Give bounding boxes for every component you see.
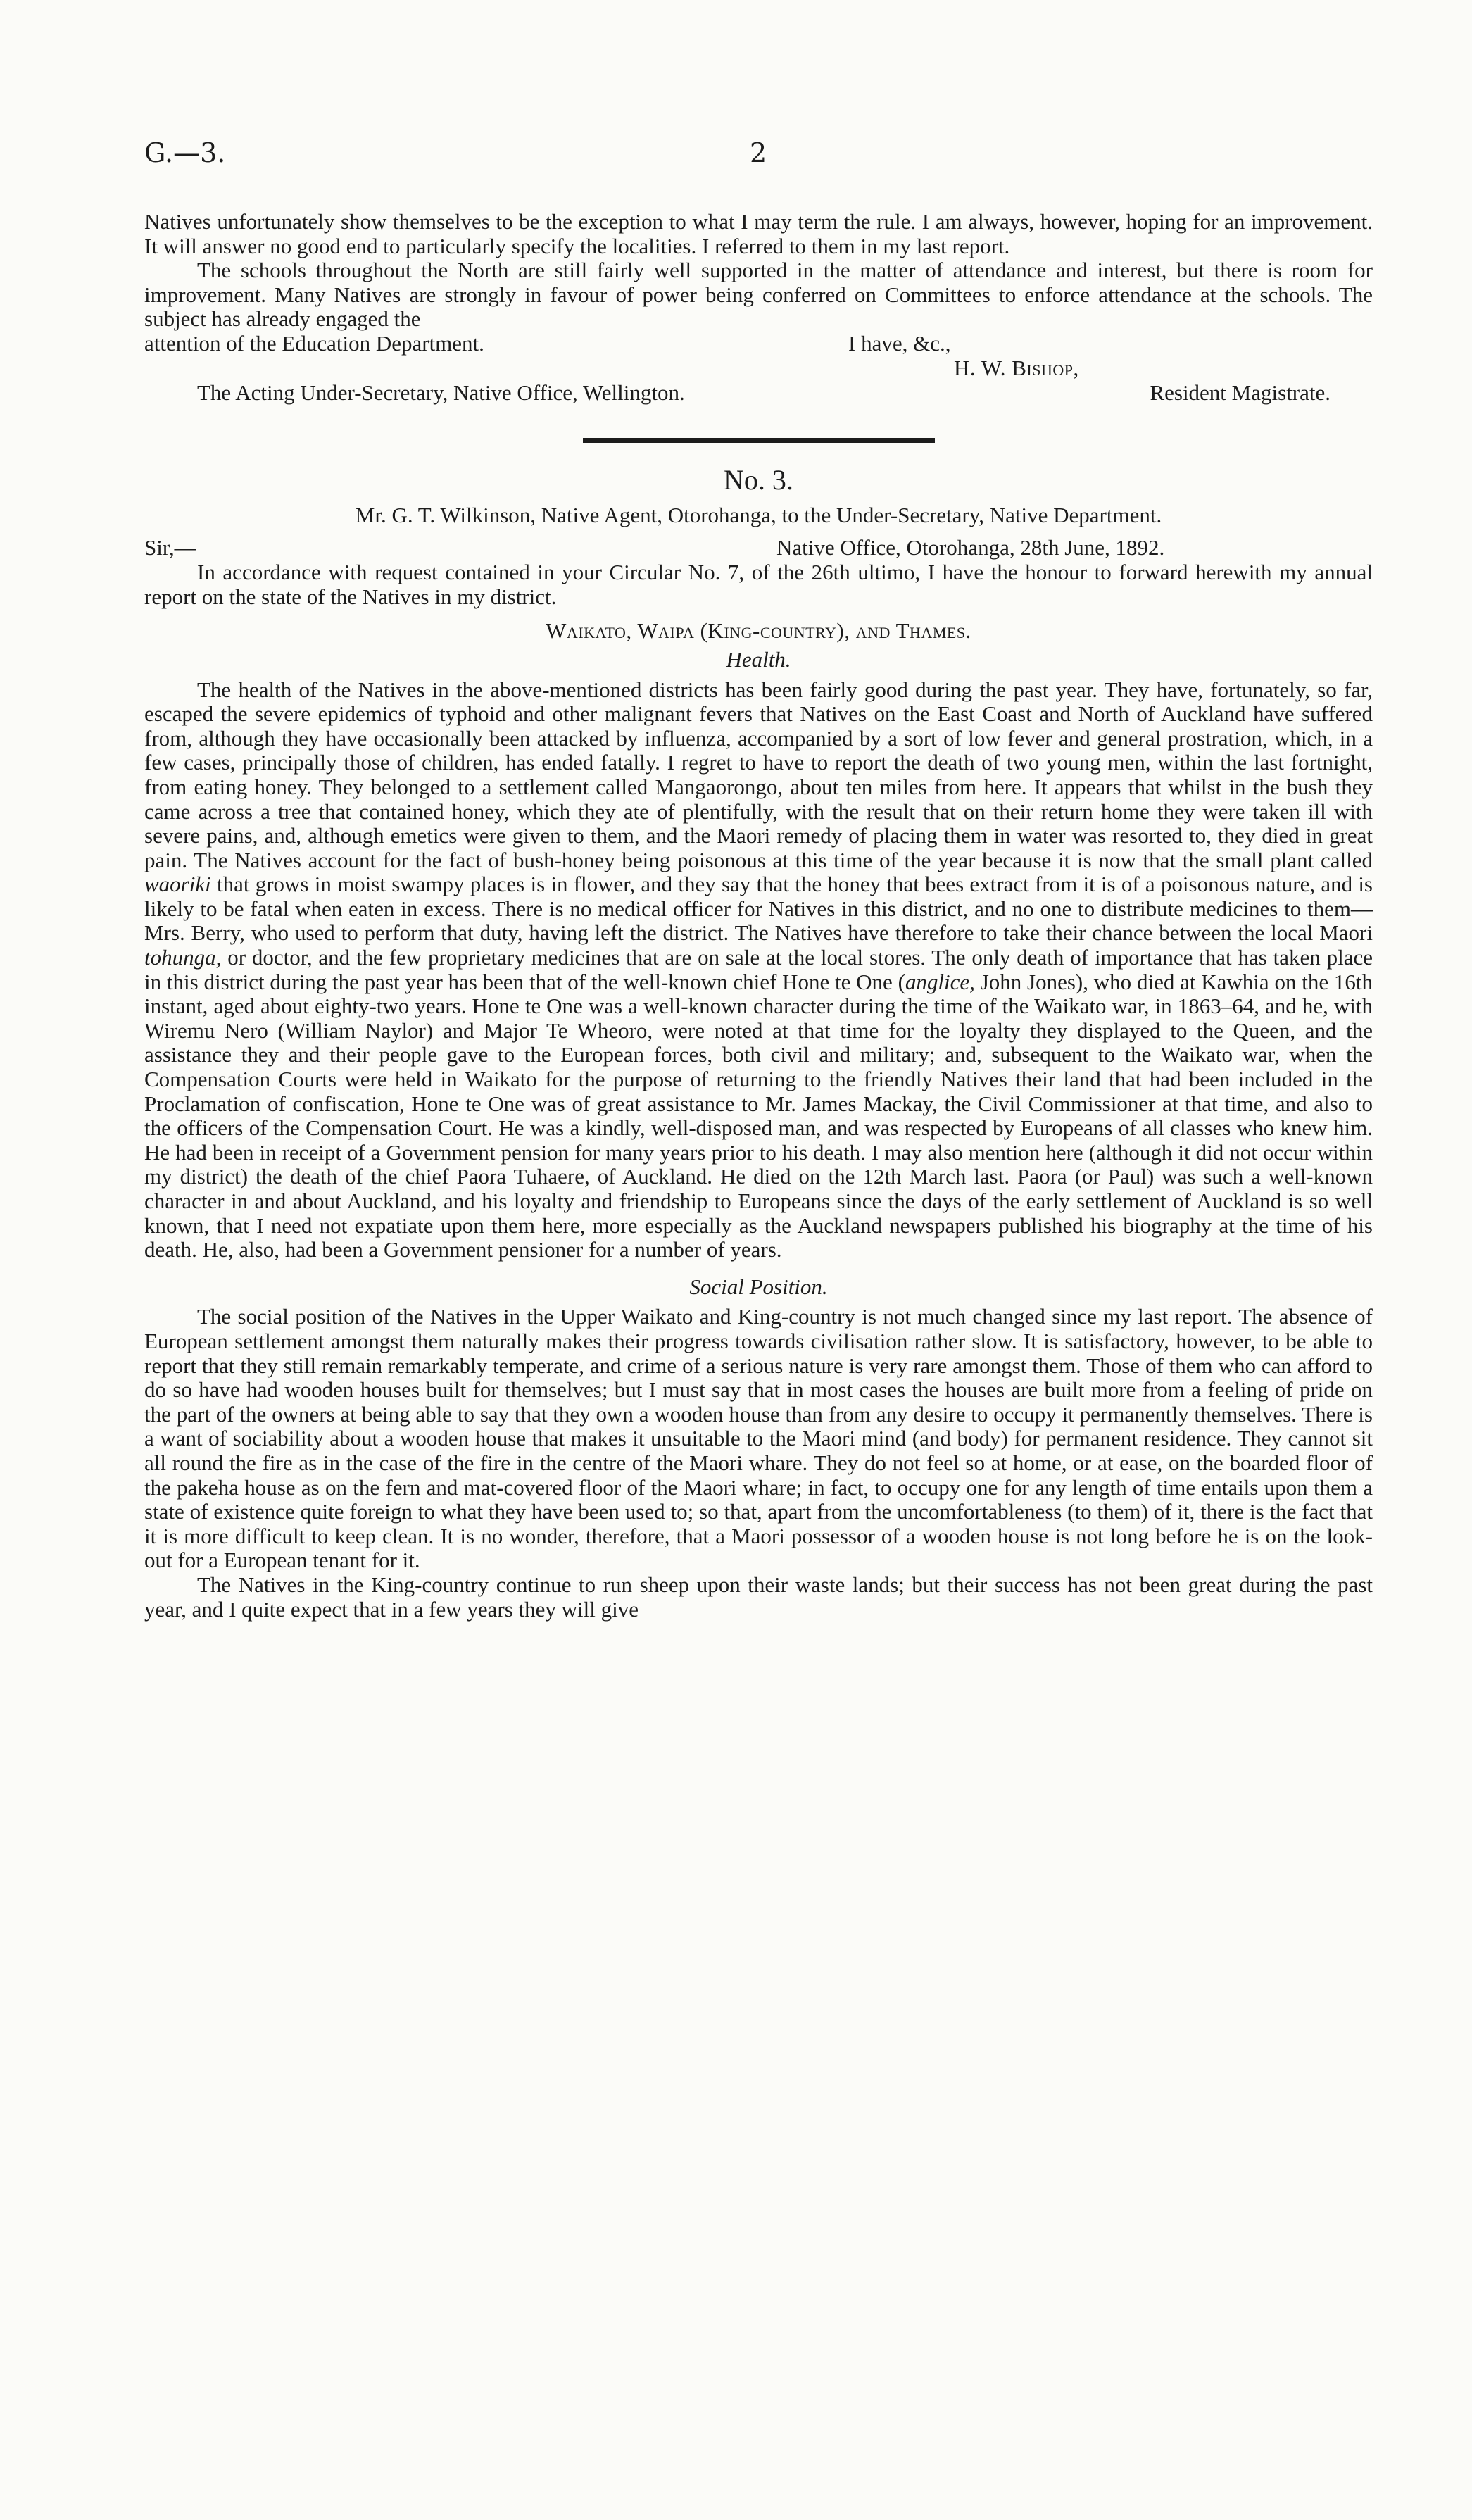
health-text-3: or doctor, and the few proprietary medicines that are on sale at the local stores. The only death of importance that has taken place in this district during the past year has been that of the well-known chief Hone te One ( — [144, 945, 1373, 994]
term-waoriki: waoriki — [144, 872, 211, 897]
signatory-title: Resident Magistrate. — [1150, 380, 1331, 405]
closing-phrase: I have, &c., — [848, 330, 951, 356]
salutation: Sir,— — [144, 535, 196, 560]
health-text-2: that grows in moist swampy places is in flower, and they say that the honey that bees extract from it is of a poisonous nature, and is likely to be fatal when eaten in excess. There is no medical officer for Natives in this district, and no one to distribute medicines to them—Mrs. Berry, who used to perform that duty, having left the district. The Natives have therefore to take their chance between the local Maori — [144, 872, 1373, 946]
intro-paragraph: In accordance with request contained in your Circular No. 7, of the 26th ultimo, I have the honour to forward herewith my annual report on the state of the Natives in my district. — [144, 560, 1373, 609]
health-text-1: The health of the Natives in the above-mentioned districts has been fairly good during the past year. They have, fortunately, so far, escaped the severe epidemics of typhoid and other malignant fevers that Natives on the East Coast and North of Auckland have suffered from, although they have occasionally been attacked by influenza, accompanied by a sort of low fever and general prostration, which, in a few cases, principally those of children, has ended fatally. I regret to have to report the death of two young men, within the last fortnight, from eating honey. They belonged to a settlement called Mangaorongo, about ten miles from here. It appears that whilst in the bush they came across a tree that contained honey, which they ate of plentifully, with the result that on their return home they were taken ill with severe pains, and, although emetics were given to them, and the Maori remedy of placing them in water was resorted to, they died in great pain. The Natives account for the fact of bush-honey being poisonous at this time of the year because it is now that the small plant called — [144, 677, 1373, 872]
addressee: The Acting Under-Secretary, Native Office, Wellington. — [197, 380, 685, 405]
letter-from-line: Mr. G. T. Wilkinson, Native Agent, Otorohanga, to the Under-Secretary, Native Department. — [355, 502, 1162, 527]
health-text-4: John Jones), who died at Kawhia on the 16th instant, aged about eighty-two years. Hone te One was a well-known character during the time of the Waikato war, in 1863–64, and he, with Wiremu Nero (William Naylor) and Major Te Wheoro, were noted at that time for the loyalty they displayed to the Queen, and the assistance they and their people gave to the European forces, both civil and military; and, subsequent to the Waikato war, when the Compensation Courts were held in Waikato for the purpose of returning to the friendly Natives their land that had been included in the Proclamation of confiscation, Hone te One was of great assistance to Mr. James Mackay, the Civil Commissioner at that time, and also to the officers of the Compensation Court. He was a kindly, well-disposed man, and was respected by Europeans of all classes who knew him. He had been in receipt of a Government pension for many years prior to his death. I may also mention here (although it did not occur within my district) the death of the chief Paora Tuhaere, of Auckland. He died on the 12th March last. Paora (or Paul) was such a well-known character in and about Auckland, and his loyalty and friendship to Europeans since the days of the early settlement of Auckland is so well known, that I need not expatiate upon them here, more especially as the Auckland newspapers published his biography at the time of his death. He, also, had been a Government pensioner for a number of years. — [144, 969, 1373, 1262]
sheep-paragraph: The Natives in the King-country continue to run sheep upon their waste lands; but their success has not been great during the past year, and I quite expect that in a few years they will give — [144, 1572, 1373, 1622]
health-heading: Health. — [726, 646, 791, 672]
section-heading: Waikato, Waipa (King-country), and Thames. — [546, 618, 971, 644]
term-tohunga: tohunga, — [144, 945, 222, 970]
continuation-paragraph: Natives unfortunately show themselves to be the exception to what I may term the rule. I am always, however, hoping for an improvement. It will answer no good end to particularly specify the localities. I referred to them in my last report. — [144, 209, 1373, 258]
schools-closing-line — [144, 332, 1373, 356]
schools-paragraph: The schools throughout the North are still fairly well supported in the matter of attendance and interest, but there is room for improvement. Many Natives are strongly in favour of power being conferred on Committees to enforce attendance at the schools. The subject has already engaged the — [144, 258, 1373, 332]
document-body — [144, 210, 1373, 1622]
running-header — [144, 137, 1328, 180]
salutation-row — [144, 536, 1373, 560]
term-anglice: anglice, — [905, 969, 975, 994]
social-paragraph: The social position of the Natives in the Upper Waikato and King-country is not much changed since my last report. The absence of European settlement amongst them naturally makes their progress towards civilisation rather slow. It is satisfactory, however, to be able to report that they still remain remarkably temperate, and crime of a serious nature is very rare amongst them. Those of them who can afford to do so have had wooden houses built for themselves; but I must say that in most cases the houses are built more from a feeling of pride on the part of the owners at being able to say that they own a wooden house than from any desire to occupy it permanently themselves. There is a want of sociability about a wooden house that makes it unsuitable to the Maori mind (and body) for permanent residence. They cannot sit all round the fire as in the case of the fire in the centre of the Maori whare. They do not feel so at home, or at ease, on the boarded floor of the pakeha house as on the fern and mat-covered floor of the Maori whare; in fact, to occupy one for any length of time entails upon them a state of existence quite foreign to what they have been used to; so that, apart from the uncomfortableness (to them) of it, there is the fact that it is more difficult to keep clean. It is no wonder, therefore, that a Maori possessor of a wooden house is not long before he is on the look-out for a European tenant for it. — [144, 1304, 1373, 1573]
health-paragraph — [144, 678, 1373, 1262]
address-date: Native Office, Otorohanga, 28th June, 1892. — [776, 535, 1165, 560]
letter-number-heading: No. 3. — [724, 463, 793, 496]
signature-line — [144, 356, 1373, 381]
signatory-name: H. W. Bishop, — [954, 355, 1079, 380]
social-position-heading: Social Position. — [689, 1274, 828, 1299]
document-id: G.—3. — [144, 137, 226, 168]
schools-paragraph-tail: attention of the Education Department. — [144, 330, 484, 356]
page-number: 2 — [750, 137, 767, 168]
section-divider — [583, 438, 935, 443]
addressee-line — [144, 381, 1373, 406]
